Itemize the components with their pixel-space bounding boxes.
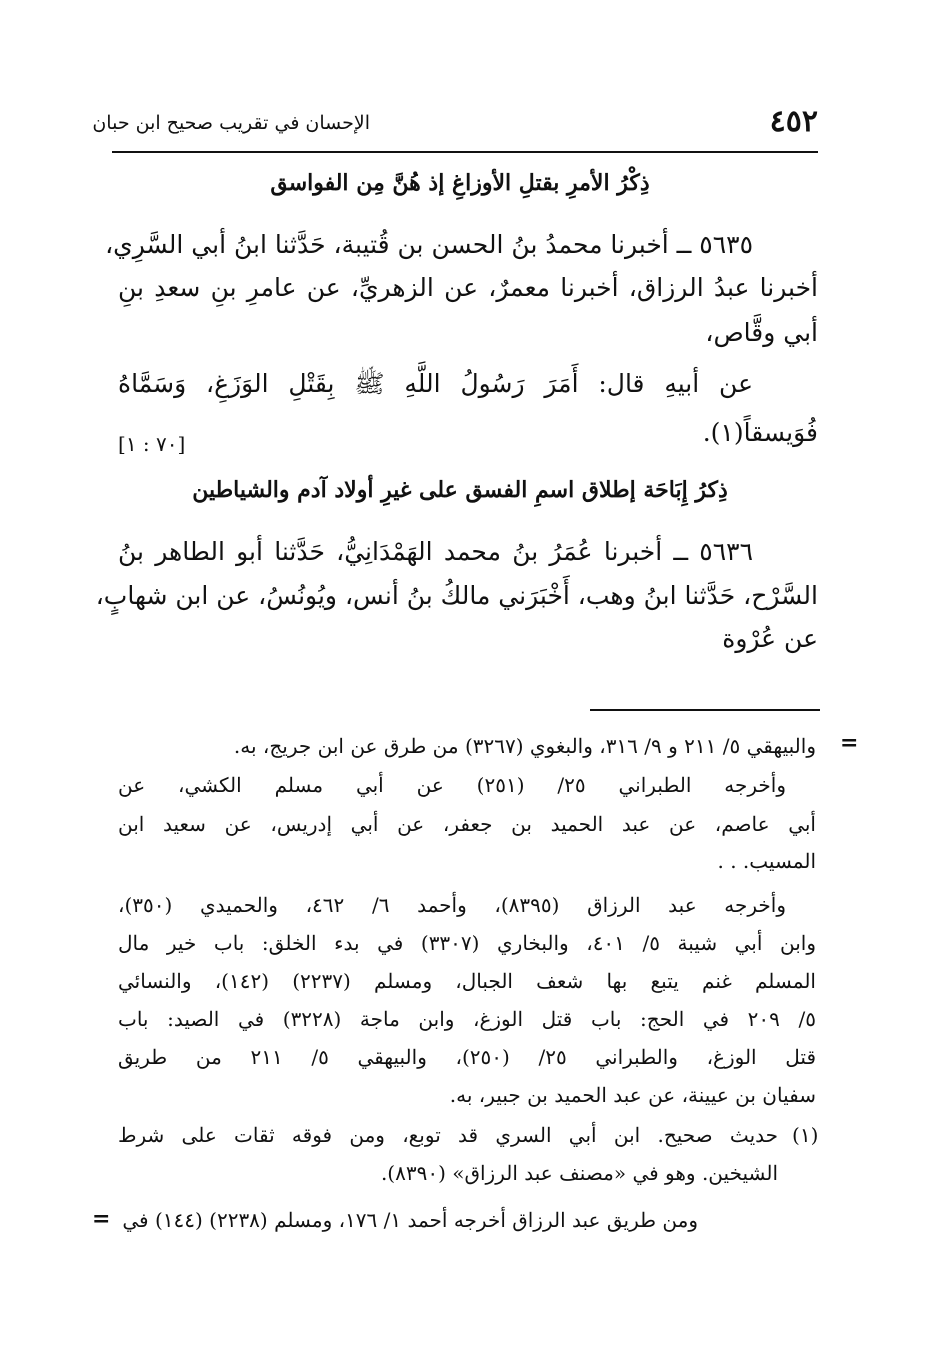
book-title: الإحسان في تقريب صحيح ابن حبان <box>92 112 370 134</box>
continuation-marker: = <box>840 730 859 756</box>
footnote-line: ٥/ ٢٠٩ في الحج: باب قتل الوزغ، وابن ماجة (٣٢٢٨) في الصيد: باب <box>118 1007 816 1031</box>
hadith-text-line: فُوَيسقاً(١). <box>702 418 818 447</box>
footnote-line: وأخرجه الطبراني ٢٥/ (٢٥١) عن أبي مسلم الكشي، عن <box>118 773 786 797</box>
hadith-text-line: أخبرنا عبدُ الرزاق، أخبرنا معمرٌ، عن الزهريِّ، عن عامرِ بنِ سعدِ بنِ <box>118 273 818 302</box>
footnote-number: (١) <box>792 1123 819 1147</box>
hadith-text-line: عن أبيهِ قال: أَمَرَ رَسُولُ اللَّهِ ﷺ بِقَتْلِ الوَزَغِ، وَسَمَّاهُ <box>118 369 753 398</box>
continuation-marker: = <box>92 1206 111 1232</box>
section-heading: ذِكْرُ الأمرِ بقتلِ الأوزاغِ إذ هُنَّ مِن الفواسق <box>270 170 650 196</box>
footnote-line: وأخرجه عبد الرزاق (٨٣٩٥)، وأحمد ٦/ ٤٦٢، والحميدي (٣٥٠)، <box>118 893 786 917</box>
footnote-line: وابن أبي شيبة ٥/ ٤٠١، والبخاري (٣٣٠٧) في بدء الخلق: باب خير مال <box>118 931 816 955</box>
page-number: ٤٥٢ <box>769 104 818 139</box>
section-heading: ذِكرُ إِبَاحَة إطلاق اسمِ الفسق على غيرِ أولاد آدم والشياطين <box>192 477 728 503</box>
footnote-line: سفيان بن عيينة، عن عبد الحميد بن جبير، به. <box>449 1083 816 1107</box>
hadith-text-line: أبي وقَّاص، <box>705 318 818 347</box>
footnote-line: المسلم غنم يتبع بها شعف الجبال، ومسلم (٢٢٣٧) (١٤٢)، والنسائي <box>118 969 816 993</box>
source-reference: [٧٠ : ١] <box>118 432 186 456</box>
hadith-text-line: السَّرْح، حَدَّثنا ابنُ وهب، أَخْبَرَني مالكُ بنُ أنس، ويُونُسُ، عن ابن شهابٍ، <box>95 581 818 610</box>
hadith-text-line: عن عُرْوة <box>722 624 818 653</box>
footnote-line: المسيب. . . <box>717 849 816 873</box>
header-rule <box>112 151 818 153</box>
footnote-line: الشيخين. وهو في «مصنف عبد الرزاق» (٨٣٩٠). <box>380 1161 778 1185</box>
footnote-line: قتل الوزغ، والطبراني ٢٥/ (٢٥٠)، والبيهقي ٥/ ٢١١ من طريق <box>118 1045 817 1069</box>
footnote-line: حديث صحيح. ابن أبي السري قد توبع، ومن فوقه ثقات على شرط <box>118 1123 778 1147</box>
footnote-line: أبي عاصم، عن عبد الحميد بن جعفر، عن أبي إدريس، عن سعيد ابن <box>118 812 816 836</box>
footnote-line: ومن طريق عبد الرزاق أخرجه أحمد ١/ ١٧٦، ومسلم (٢٢٣٨) (١٤٤) في <box>122 1208 698 1232</box>
hadith-text-line: ٥٦٣٦ ــ أخبرنا عُمَرُ بنُ محمد الهَمْدَانِيُّ، حَدَّثنا أبو الطاهر بنُ <box>118 537 753 566</box>
hadith-text-line: ٥٦٣٥ ــ أخبرنا محمدُ بنُ الحسن بن قُتيبة، حَدَّثنا ابنُ أبي السَّرِي، <box>105 230 753 259</box>
footnote-line: والبيهقي ٥/ ٢١١ و ٩/ ٣١٦، والبغوي (٣٢٦٧) من طرق عن ابن جريج، به. <box>233 734 816 758</box>
footnote-separator <box>590 709 820 711</box>
